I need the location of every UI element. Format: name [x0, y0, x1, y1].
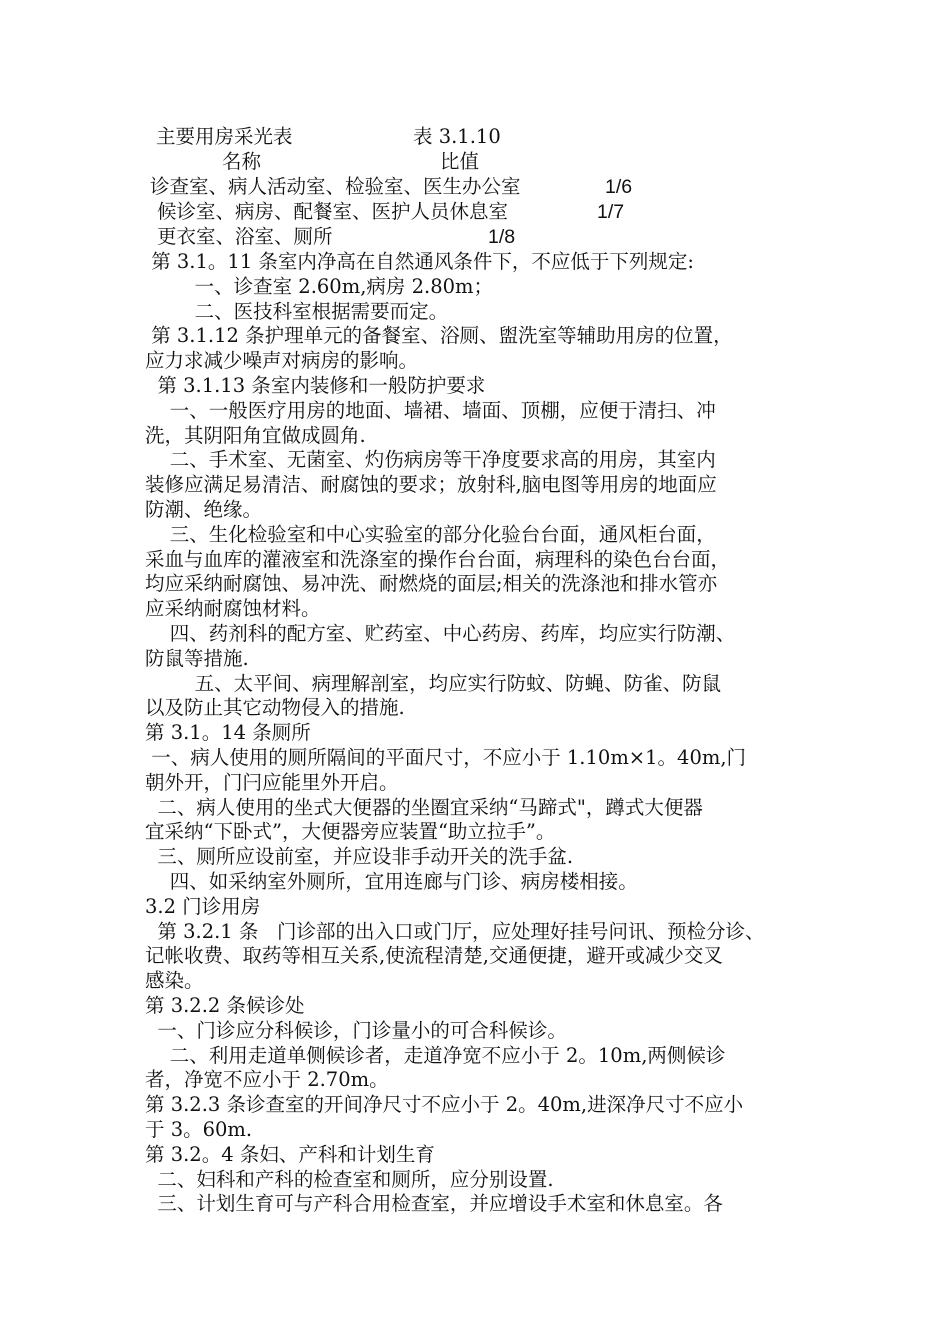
body-line: 感染。 — [145, 969, 204, 992]
body-line: 洗，其阴阳角宜做成圆角. — [145, 424, 366, 447]
table-row-name: 候诊室、病房、配餐室、医护人员休息室 — [157, 200, 509, 223]
body-line: 一、病人使用的厕所隔间的平面尺寸，不应小于 1.10m×1。40m,门 — [145, 746, 747, 769]
body-line: 均应采纳耐腐蚀、易冲洗、耐燃烧的面层;相关的洗涤池和排水管亦 — [145, 572, 718, 595]
table-row-ratio: 1/7 — [597, 201, 625, 223]
body-line: 应力求减少噪声对病房的影响。 — [145, 349, 419, 372]
body-line: 三、计划生育可与产科合用检查室，并应增设手术室和休息室。各 — [145, 1192, 723, 1215]
body-line: 第 3.2。4 条妇、产科和计划生育 — [145, 1143, 435, 1166]
body-line: 四、药剂科的配方室、贮药室、中心药房、药库，均应实行防潮、 — [145, 622, 736, 645]
body-line: 于 3。60m. — [145, 1118, 253, 1141]
body-line: 五、太平间、病理解剖室，均应实行防蚊、防蝇、防雀、防鼠 — [145, 672, 722, 695]
body-line: 二、手术室、无菌室、灼伤病房等干净度要求高的用房，其室内 — [145, 448, 716, 471]
body-line: 三、厕所应设前室，并应设非手动开关的洗手盆. — [145, 845, 574, 868]
table-row-name: 诊查室、病人活动室、检验室、医生办公室 — [150, 175, 521, 198]
body-line: 二、利用走道单侧候诊者，走道净宽不应小于 2。10m,两侧候诊 — [145, 1044, 726, 1067]
body-line: 一、一般医疗用房的地面、墙裙、墙面、顶棚，应便于清扫、冲 — [145, 399, 716, 422]
body-line: 二、妇科和产科的检查室和厕所，应分别设置. — [145, 1168, 554, 1191]
table-title: 主要用房采光表 — [156, 125, 293, 148]
body-line: 第 3.1.13 条室内装修和一般防护要求 — [145, 374, 486, 397]
section-heading: 3.2 门诊用房 — [145, 895, 261, 918]
table-row-ratio: 1/8 — [488, 226, 516, 248]
body-line: 二、病人使用的坐式大便器的坐圈宜采纳“马蹄式"，蹲式大便器 — [145, 796, 703, 819]
table-row-name: 更衣室、浴室、厕所 — [157, 225, 333, 248]
body-line: 记帐收费、取药等相互关系,使流程清楚,交通便捷，避开或减少交叉 — [145, 944, 723, 967]
body-line: 一、门诊应分科候诊，门诊量小的可合科候诊。 — [145, 1019, 567, 1042]
body-line: 采血与血库的灌液室和洗涤室的操作台台面，病理科的染色台台面， — [145, 548, 731, 571]
body-line: 装修应满足易清洁、耐腐蚀的要求；放射科,脑电图等用房的地面应 — [145, 473, 717, 496]
body-line: 第 3.2.2 条候诊处 — [145, 994, 305, 1017]
table-row-ratio: 1/6 — [605, 176, 633, 198]
body-line: 应采纳耐腐蚀材料。 — [145, 597, 321, 620]
body-line: 第 3.1.12 条护理单元的备餐室、浴厕、盥洗室等辅助用房的位置， — [145, 324, 733, 347]
body-line: 一、诊查室 2.60m,病房 2.80m； — [145, 275, 494, 298]
body-line: 第 3.2.3 条诊查室的开间净尺寸不应小于 2。40m,进深净尺寸不应小 — [145, 1093, 744, 1116]
body-line: 第 3.2.1 条 门诊部的出入口或门厅，应处理好挂号问讯、预检分诊、 — [145, 920, 765, 943]
body-line: 防鼠等措施. — [145, 647, 249, 670]
body-line: 三、生化检验室和中心实验室的部分化验台台面，通风柜台面， — [145, 523, 716, 546]
table-number: 表 3.1.10 — [413, 125, 501, 148]
body-line: 宜采纳“下卧式”，大便器旁应装置“助立拉手”。 — [145, 820, 556, 843]
body-line: 以及防止其它动物侵入的措施. — [145, 696, 405, 719]
body-line: 第 3.1。14 条厕所 — [145, 721, 311, 744]
table-header-ratio: 比值 — [440, 150, 480, 173]
body-line: 第 3.1。11 条室内净高在自然通风条件下，不应低于下列规定: — [145, 250, 694, 273]
body-line: 者，净宽不应小于 2.70m。 — [145, 1068, 389, 1091]
body-line: 防潮、绝缘。 — [145, 498, 263, 521]
table-header-name: 名称 — [222, 150, 262, 173]
body-line: 二、医技科室根据需要而定。 — [145, 300, 449, 323]
body-line: 朝外开，门闩应能里外开启。 — [145, 771, 399, 794]
body-line: 四、如采纳室外厕所，宜用连廊与门诊、病房楼相接。 — [145, 870, 638, 893]
